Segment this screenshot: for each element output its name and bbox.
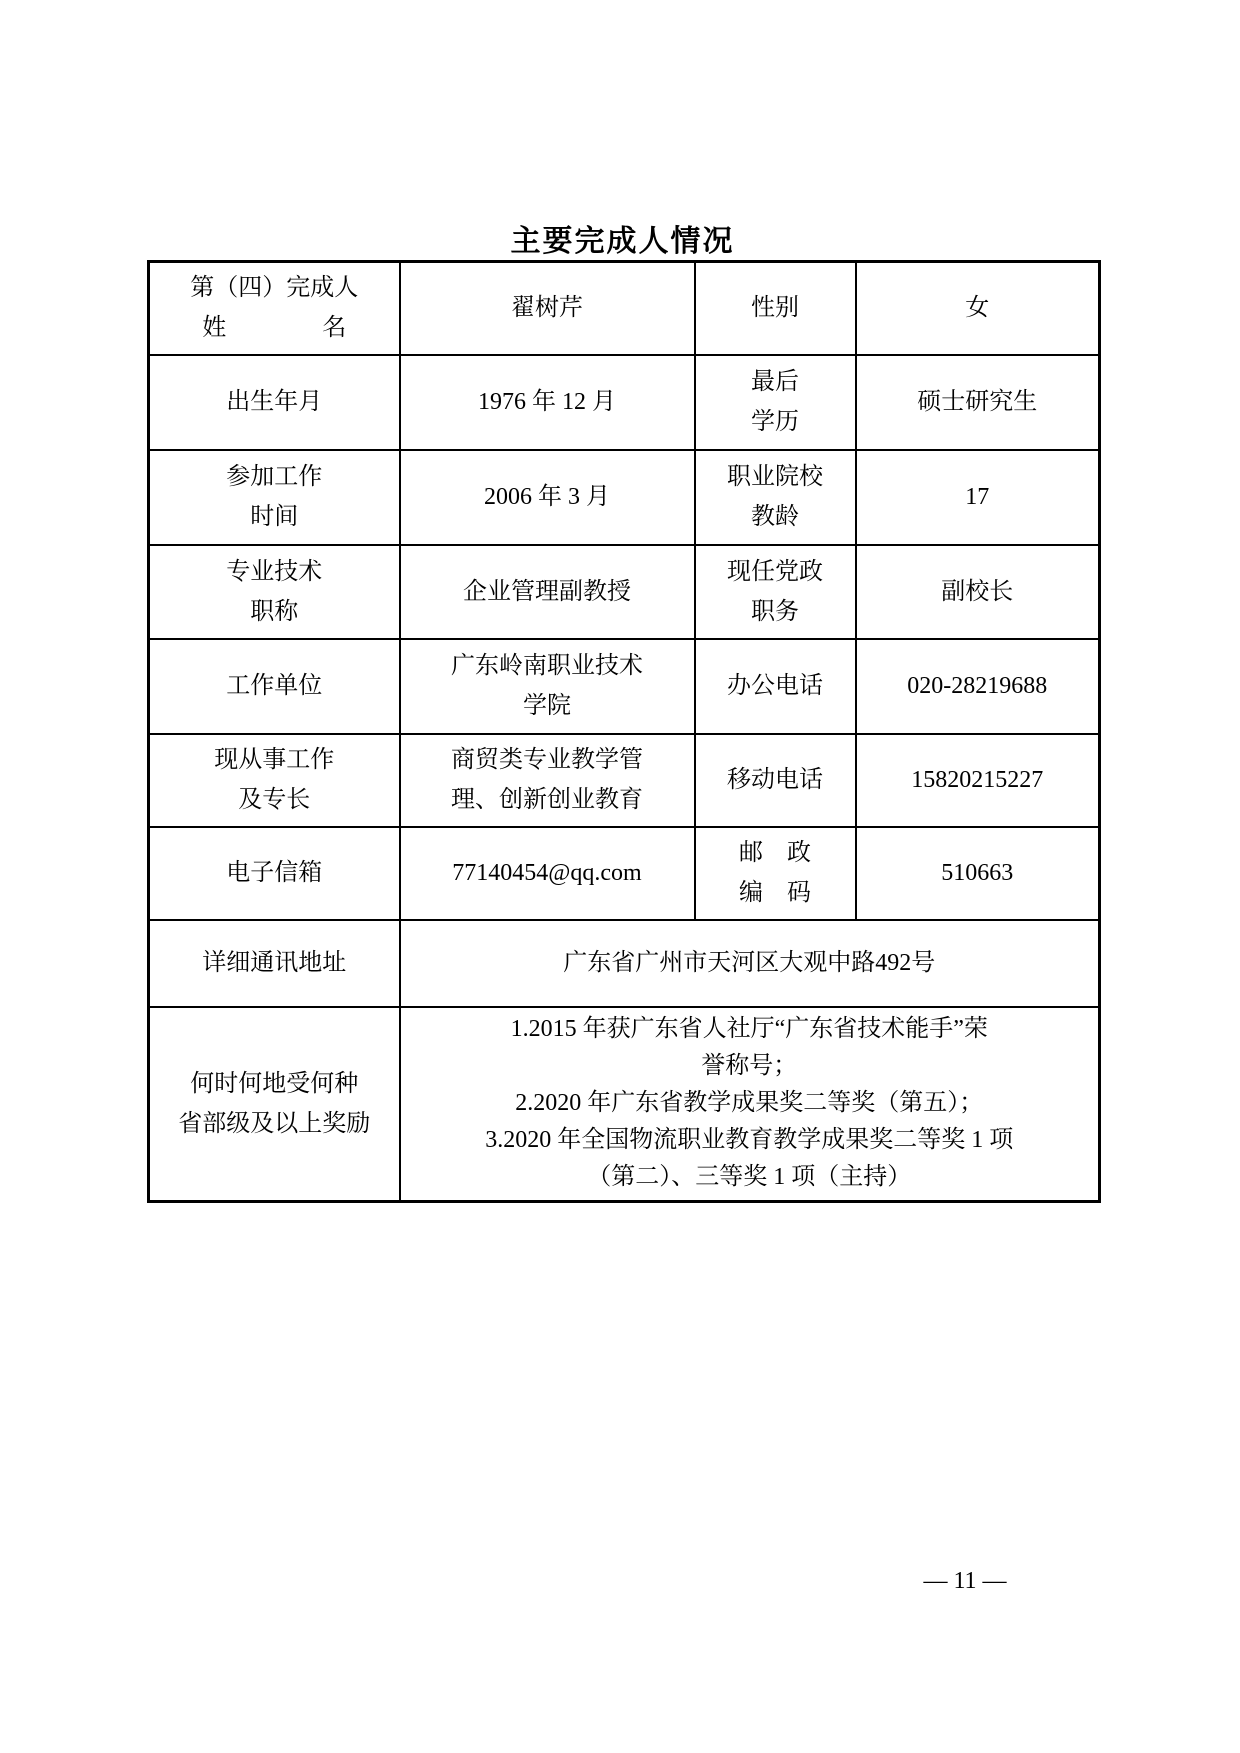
label-line: 邮 政 [739,840,811,866]
field-value-email [400,827,695,920]
label-line: 出生年月 [226,389,323,415]
field-label-awards [149,1007,400,1202]
value-line: 1976 年 12 月 [478,389,616,415]
field-value-teaching-years [856,450,1100,545]
field-value-office-phone [856,639,1100,734]
field-value-employer [400,639,695,734]
main-contributor-table [147,260,1101,1203]
field-label-mobile-phone [695,734,856,827]
field-label-party-position [695,545,856,639]
table-row-work-start [149,450,1100,545]
field-label-email [149,827,400,920]
field-value-name [400,262,695,355]
label-line: 何时何地受何种 [190,1070,359,1097]
field-value-party-position [856,545,1100,639]
value-line: 17 [965,484,990,510]
label-line: 性别 [751,295,799,322]
field-label-birthdate [149,355,400,450]
label-line: 省部级及以上奖励 [178,1110,371,1137]
field-value-specialty [400,734,695,827]
value-line: 企业管理副教授 [463,578,631,605]
field-value-education [856,355,1100,450]
field-label-education [695,355,856,450]
field-value-postal-code [856,827,1100,920]
value-line: 15820215227 [911,767,1044,793]
award-line: 3.2020 年全国物流职业教育教学成果奖二等奖 1 项 [485,1127,1014,1154]
table-row-awards [149,1007,1100,1202]
label-line: 详细通讯地址 [202,950,347,976]
label-line: 第（四）完成人 [190,275,359,302]
table-row-specialty [149,734,1100,827]
field-value-mobile-phone [856,734,1100,827]
value-line: 翟树芹 [511,295,583,322]
label-line: 教龄 [751,504,799,530]
field-value-professional-title [400,545,695,639]
award-line: 2.2020 年广东省教学成果奖二等奖（第五）； [515,1090,984,1117]
table-row-birthdate [149,355,1100,450]
field-label-professional-title [149,545,400,639]
page-number: — 11 — [923,1568,1007,1594]
value-line: 2006 年 3 月 [484,484,610,510]
label-line: 最后 [751,369,799,395]
value-line: 女 [965,295,990,322]
table-row-title [149,545,1100,639]
label-line: 参加工作 [226,464,323,490]
label-line: 移动电话 [727,767,823,793]
label-line: 时间 [250,504,299,530]
field-label-specialty [149,734,400,827]
label-line: 现从事工作 [214,747,335,773]
label-line: 职业院校 [727,464,823,490]
value-line: 学院 [523,693,571,719]
label-line: 电子信箱 [226,860,323,886]
label-line: 学历 [751,409,799,435]
field-label-work-start [149,450,400,545]
value-line: 广东岭南职业技术 [451,653,643,679]
value-line: 020-28219688 [907,673,1048,699]
value-line: 广东省广州市天河区大观中路492号 [563,950,936,976]
field-label-office-phone [695,639,856,734]
value-line: 商贸类专业教学管 [451,747,643,773]
label-line: 工作单位 [226,673,323,699]
table-row-employer [149,639,1100,734]
label-line: 及专长 [238,787,311,813]
award-line: 1.2015 年获广东省人社厅“广东省技术能手”荣 [510,1016,988,1043]
label-line: 现任党政 [727,558,823,585]
award-line: （第二）、三等奖 1 项（主持） [587,1164,912,1191]
label-line: 编 码 [739,880,811,906]
field-value-work-start [400,450,695,545]
value-line: 副校长 [941,578,1014,605]
field-label-address [149,920,400,1007]
table-row-email [149,827,1100,920]
value-line: 77140454@qq.com [452,860,642,886]
label-line: 职务 [751,598,799,625]
field-value-address [400,920,1100,1007]
label-line: 姓 名 [202,315,347,342]
field-value-gender [856,262,1100,355]
award-line: 誉称号； [701,1053,798,1080]
page-title: 主要完成人情况 [510,225,735,258]
value-line: 510663 [941,860,1014,886]
field-value-birthdate [400,355,695,450]
field-label-postal-code [695,827,856,920]
field-label-employer [149,639,400,734]
label-line: 职称 [250,598,299,625]
field-label-gender [695,262,856,355]
label-line: 办公电话 [727,673,823,699]
label-line: 专业技术 [226,558,323,585]
value-line: 理、创新创业教育 [451,787,643,813]
field-value-awards [400,1007,1100,1202]
value-line: 硕士研究生 [917,389,1038,415]
table-row-name [149,262,1100,355]
field-label-name [149,262,400,355]
table-row-address [149,920,1100,1007]
field-label-teaching-years [695,450,856,545]
